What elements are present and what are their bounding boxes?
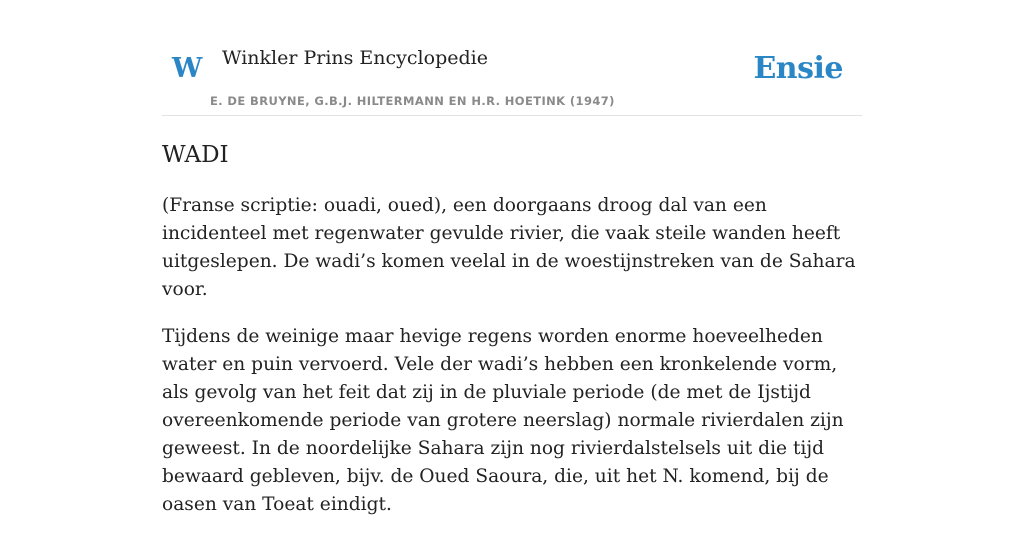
source-logo[interactable]: W xyxy=(172,53,203,84)
source-authors: E. DE BRUYNE, G.B.J. HILTERMANN EN H.R. HOETINK (1947) xyxy=(210,94,615,108)
entry-paragraph: (Franse scriptie: ouadi, oued), een doorgaans droog dal van een incidenteel met regenwater gevulde rivier, die vaak steile wanden heeft uitgeslepen. De wadi’s komen veelal in de woestijnstreken van de Sahara voor. xyxy=(162,195,856,300)
entry-title: WADI xyxy=(162,142,229,168)
ensie-logo[interactable]: Ensie xyxy=(753,51,843,86)
entry-paragraph: Tijdens de weinige maar hevige regens worden enorme hoeveelheden water en puin vervoerd. Vele der wadi’s hebben een kronkelende vorm, als gevolg van het feit dat zij in de pluviale periode (de met de Ijstijd overeenkomende periode van grotere neerslag) normale rivierdalen zijn geweest. In de noordelijke Sahara zijn nog rivierdalstelsels uit die tijd bewaard gebleven, bijv. de Oued Saoura, die, uit het N. komend, bij de oasen van Toeat eindigt. xyxy=(162,326,844,515)
entry-body xyxy=(162,192,862,538)
source-title[interactable]: Winkler Prins Encyclopedie xyxy=(222,47,488,69)
article-page xyxy=(162,0,862,515)
source-header xyxy=(162,0,862,116)
